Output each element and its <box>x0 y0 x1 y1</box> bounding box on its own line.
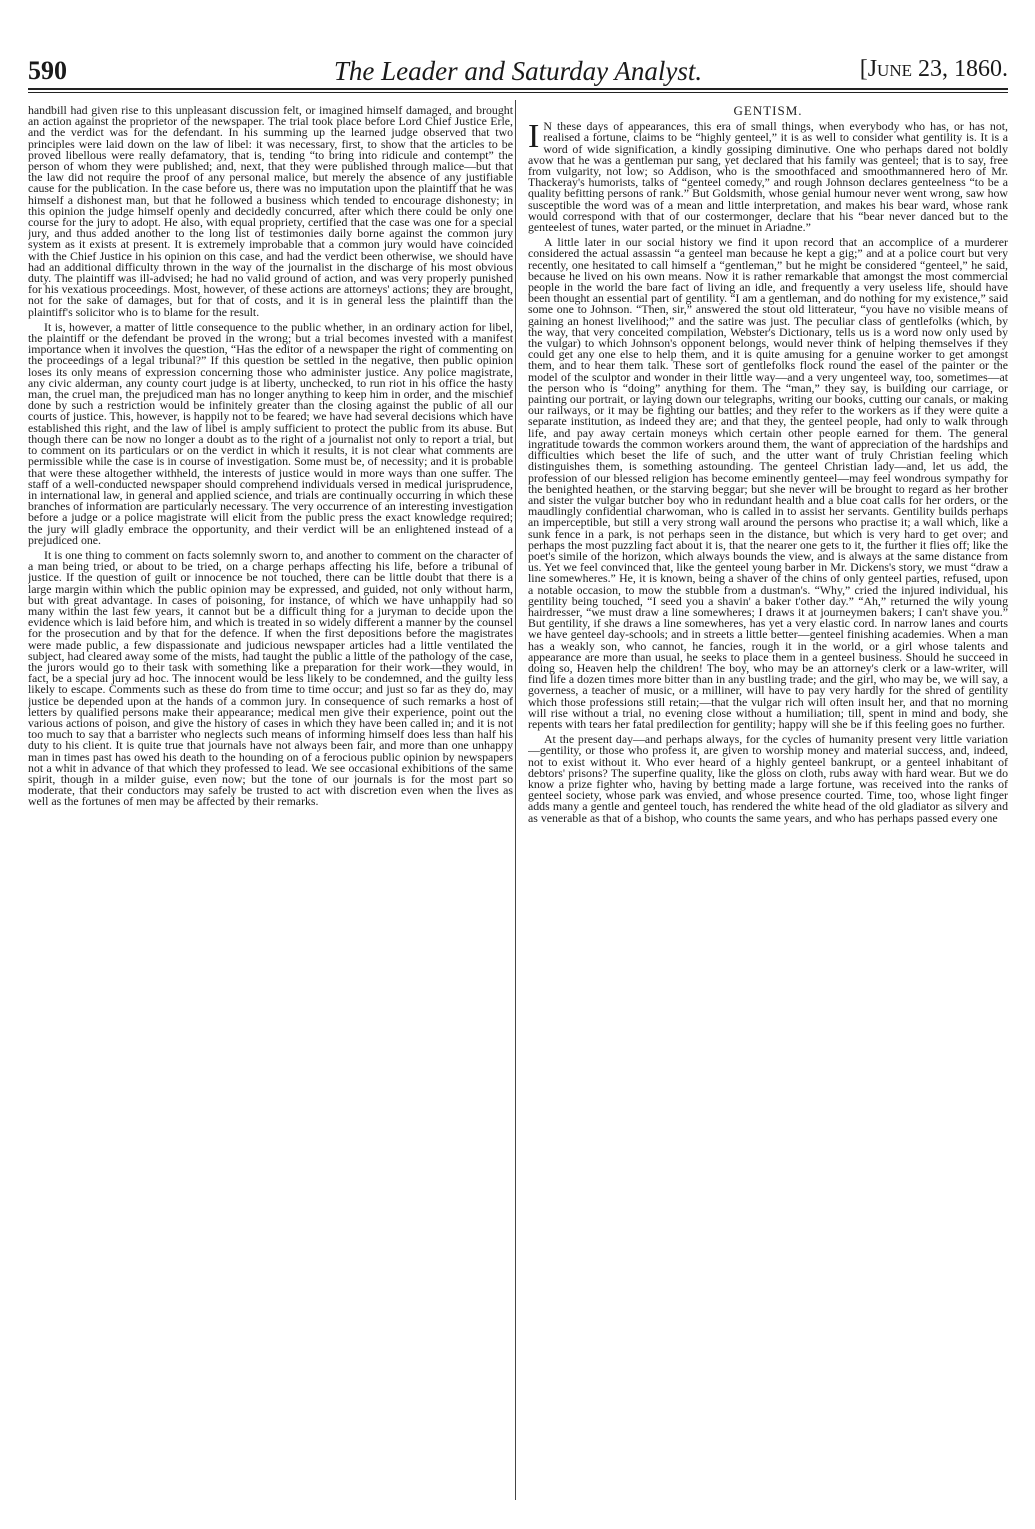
header-rule-thin <box>28 92 1008 93</box>
right-paragraph-1 <box>528 118 1008 235</box>
header-rule <box>28 88 1008 90</box>
right-column <box>528 105 1008 1515</box>
issue-date: [June 23, 1860. <box>859 56 1008 82</box>
left-paragraph-1: handbill had given rise to this unpleasant discussion felt, or imagined himself damaged, and brought an action against the proprietor of the newspaper. The trial took place before Lord Chief Justice Erle, and the verdict was for the defendant. In his summing up the learned judge observed that two principles were laid down on the law of libel: it was necessary, first, to show that the articles to be proved libellous were really defamatory, that is, tending “to bring into ridicule and contempt” the person of whom they were published; and, next, that they were published through malice—but that the law did not require the proof of any personal malice, but merely the absence of any justifiable cause for the publication. In the case before us, there was no imputation upon the plaintiff that he was himself a dishonest man, but that he followed a business which tended to encourage dishonesty; in this opinion the judge himself openly and decidedly concurred, after which there could be only one course for the jury to adopt. He also, with equal propriety, certified that the case was one for a special jury, and thus added another to the long list of testimonies daily borne against the common jury system as it exists at present. It is extremely improbable that a common jury would have coincided with the Chief Justice in his opinion on this case, and had the verdict been otherwise, we should have had an additional difficulty thrown in the way of the journalist in the discharge of his most obvious duty. The plaintiff was ill-advised; he had no valid ground of action, and was very properly punished for his vexatious proceedings. Most, however, of these actions are attorneys' actions; they are brought, not for the sake of damages, but for that of costs, and it is in general less the plaintiff than the plaintiff's solicitor who is to blame for the result. <box>28 105 513 319</box>
left-paragraph-2: It is, however, a matter of little consequence to the public whether, in an ordinary action for libel, the plaintiff or the defendant be proved in the wrong; but a trial becomes invested with a manifest importance when it involves the question, “Has the editor of a newspaper the right of commenting on the proceedings of a legal tribunal?” If this question be settled in the negative, then public opinion loses its only means of expression concerning those who administer justice. Any police magistrate, any civic alderman, any county court judge is at liberty, unchecked, to run riot in his office the hasty man, the cruel man, the prejudiced man has no longer anything to keep him in order, and the mischief done by such a restriction would be infinitely greater than the closing against the public of all our courts of justice. This, however, is happily not to be feared; we have had several decisions which have established this right, and the law of libel is amply sufficient to protect the public from its abuse. But though there can be now no longer a doubt as to the right of a journalist not only to report a trial, but to comment on its particulars or on the verdict in which it results, it is not clear what comments are permissible while the case is in course of investigation. Some must be, of necessity; and it is probable that were these altogether withheld, the interests of justice would in more ways than one suffer. The staff of a well-conducted newspaper should comprehend individuals versed in medical jurisprudence, in international law, in general and applied science, and trials are continually occurring in which these branches of information are particularly necessary. The very occurrence of an interesting investigation before a judge or a police magistrate will elicit from the public press the exact knowledge required; the jury will gladly embrace the opportunity, and their verdict will be an enlightened instead of a prejudiced one. <box>28 319 513 547</box>
right-paragraph-3: At the present day—and perhaps always, for the cycles of humanity present very little variation—gentility, or those who profess it, are given to worship money and material success, and, indeed, not to exist without it. Who ever heard of a highly genteel bankrupt, or a genteel inhabitant of debtors' prisons? The superfine quality, like the gloss on cloth, rubs away with hard wear. But we do know a prize fighter who, having by betting made a large fortune, was received into the ranks of genteel society, whose park was envied, and whose presence courted. Time, too, whose light finger adds many a gentle and genteel touch, has rendered the white head of the old gladiator as silvery and as venerable as that of a bishop, who counts the same years, and who has perhaps passed every one <box>528 732 1008 825</box>
left-column <box>28 105 513 1515</box>
page-number: 590 <box>28 56 67 85</box>
right-paragraph-2: A little later in our social history we find it upon record that an accomplice of a murderer considered the actual assassin “a genteel man because he kept a gig;” and at a police court but very recently, one hesitated to call himself a “gentleman,” but he might be considered “genteel,” he said, because he lived on his own means. Now it is rather remarkable that amongst the most commercial people in the world the bare fact of living an idle, and frequently a very useless life, should have been thought an essential part of gentility. “I am a gentleman, and do nothing for my existence,” said some one to Johnson. “Then, sir,” answered the stout old litterateur, “you have no visible means of gaining an honest livelihood;” and the satire was just. The peculiar class of gentlefolks (which, by the way, that very conceited compilation, Webster's Dictionary, tells us is a word now only used by the vulgar) to which Johnson's opponent belongs, would never think of helping themselves if they could get any one else to help them, and it is quite amusing for a genuine worker to get amongst them, and to hear them talk. These sort of gentlefolks flock round the easel of the painter or the model of the sculptor and wonder in their little way—and a very ungenteel way, too, sometimes—at the person who is “doing” anything for them. The “man,” they say, is building our carriage, or painting our portrait, or laying down our telegraphs, writing our books, cutting our canals, or making our railways, or it may be fighting our battles; and they refer to the workers as if they were quite a separate institution, as indeed they are; and that they, the genteel people, had only to walk through life, and pay away certain moneys which certain other people earned for them. The general ingratitude towards the common workers around them, the want of appreciation of the hardships and difficulties which beset the life of such, and the utter want of truly Christian feeling which distinguishes them, is something astounding. The genteel Christian lady—and, let us add, the profession of our blessed religion has become eminently genteel—may feel wondrous sympathy for the benighted heathen, or the starving beggar; but she never will be brought to regard as her brother and sister the vulgar butcher boy who in redundant health and a blue coat calls for her orders, or the maudlingly confidential charwoman, who is called in to assist her servants. Gentility builds perhaps an imperceptible, but still a very strong wall around the persons who practise it; a wall which, like a sunk fence in a park, is not perhaps seen in the distance, but which is very hard to get over; and perhaps the most puzzling fact about it is, that the nearer one gets to it, the further it flies off; like the poet's simile of the horizon, which always bounds the view, and is always at the same distance from us. Yet we feel convinced that, like the genteel young barber in Mr. Dickens's story, we must “draw a line somewheres.” He, it is known, being a shaver of the chins of only genteel parties, refused, upon a notable occasion, to mow the stubble from a dustman's. “Why,” cried the injured individual, his gentility being touched, “I seed you a shavin' a baker t'other day.” “Ah,” returned the wily young hairdresser, “we must draw a line somewheres; I draws it at journeymen bakers; I can't shave you.” But gentility, if she draws a line somewheres, has yet a very elastic cord. In narrow lanes and courts we have genteel day-schools; and in streets a little better—genteel finishing academies. When a man has a weakly son, who cannot, he fancies, rough it in the world, or a girl whose talents and appearance are more than usual, he seeks to place them in a genteel business. Should he succeed in doing so, Heaven help the children! The boy, who may be an attorney's clerk or a law-writer, will find life a dozen times more bitter than in any bustling trade; and the girl, who may be, we will say, a governess, a teacher of music, or a milliner, will have to pay very hardly for the shred of gentility which those professions still retain;—that the vulgar rich will often insult her, and that no morning will rise without a trial, no evening close without a humiliation; till, spent in mind and body, she repents with tears her fatal predilection for gentility; happy will she be if this feeling goes no further. <box>528 235 1008 731</box>
drop-cap: I <box>528 118 540 156</box>
masthead <box>28 50 1008 86</box>
right-paragraph-1-text: N these days of appearances, this era of small things, when everybody who has, or has not, realised a fortune, claims to be “highly genteel,” it is as well to consider what gentility is. It is a word of wide signification, a kindly gossiping diminutive. One who perhaps dared not boldly avow that he was a gentleman pur sang, yet declared that his family was genteel; that is to say, free from vulgarity, not low; so Addison, who is the smoothfaced and smoothmannered hero of Mr. Thackeray's humorists, talks of “genteel comedy,” and rough Johnson declares genteelness “to be a quality befitting persons of rank.” But Goldsmith, whose genial humour never went wrong, saw how susceptible the word was of a mean and little interpretation, and makes his bear ward, whose rank would correspond with that of our costermonger, declare that his “bear never danced but to the genteelest of tunes, water parted, or the minuet in Ariadne.” <box>528 119 1008 235</box>
left-paragraph-3: It is one thing to comment on facts solemnly sworn to, and another to comment on the character of a man being tried, or about to be tried, on a charge perhaps affecting his life, before a tribunal of justice. If the question of guilt or innocence be not touched, there can be little doubt that there is a large margin within which the public opinion may be expressed, and guided, not only without harm, but with great advantage. In cases of poisoning, for instance, of which we have unhappily had so many within the last few years, it cannot but be a difficult thing for a juryman to decide upon the evidence which is laid before him, and which is treated in so widely different a manner by the counsel for the prosecution and by that for the defence. If when the first depositions before the magistrates were made public, a few dispassionate and judicious newspaper articles had a little ventilated the subject, had cleared away some of the mists, had taught the public a little of the pathology of the case, the jurors would go to their task with something like a preparation for their work—they would, in fact, be a special jury ad hoc. The innocent would be less likely to be condemned, and the guilty less likely to escape. Comments such as these do from time to time occur; and just so far as they do, may justice be depended upon at the hands of a common jury. In consequence of such remarks a host of letters by qualified persons make their appearance; medical men give their experience, point out the various actions of poison, and give the history of cases in which they have been called in; and it is not too much to say that a barrister who neglects such means of informing himself does less than half his duty to his client. It is quite true that journals have not always been fair, and more than one unhappy man in times past has owed his death to the hounding on of a ferocious public opinion by newspapers not a whit in advance of that which they professed to lead. We see occasional exhibitions of the same spirit, though in a milder guise, even now; but the tone of our journals is for the most part so moderate, that their conductors may safely be trusted to act with discretion even when the lives as well as the fortunes of men may be affected by their remarks. <box>28 547 513 809</box>
column-divider <box>515 100 516 1500</box>
publication-title: The Leader and Saturday Analyst. <box>333 56 703 86</box>
article-title: GENTISM. <box>733 105 803 118</box>
